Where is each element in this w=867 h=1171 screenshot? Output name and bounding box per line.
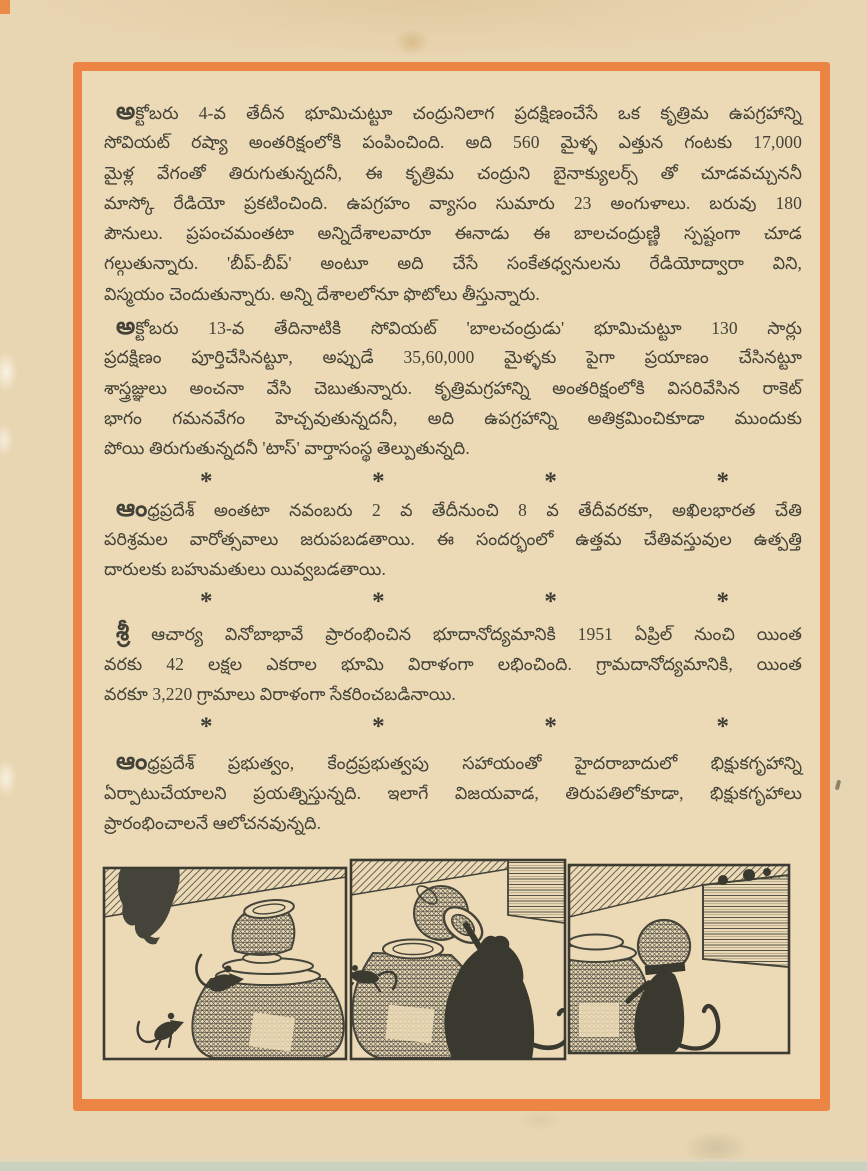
wooden-crate <box>703 868 789 967</box>
comic-panel-1 <box>104 868 346 1058</box>
text-line: వరకూ 3,220 గ్రామాలు విరాళంగా సేకరించబడినాయి. <box>104 684 456 705</box>
comic-strip <box>101 855 792 1066</box>
asterisk: * <box>716 467 729 495</box>
text-line: పరిశ్రమల వారోత్సవాలు జరుపబడతాయి. ఈ సందర్భంలో ఉత్తమ చేతివస్తువుల ఉత్పత్తి <box>104 528 802 549</box>
text-line-content: ఆచార్య వినోబాభావే ప్రారంభించిన భూదానోద్యమానికి 1951 ఏప్రిల్ నుంచి యింత <box>129 624 802 645</box>
text-line <box>104 97 802 127</box>
asterisk: * <box>200 467 213 495</box>
text-line: శాస్త్రజ్ఞులు అంచనా వేసి చెబుతున్నారు. కృత్రిమగ్రహాన్ని అంతరిక్షంలోకి విసరివేసిన రాకెట్ <box>104 377 802 398</box>
comic-illustration <box>101 855 792 1066</box>
paragraph-handicrafts-week <box>104 494 802 585</box>
text-line: మాస్కో రేడియో ప్రకటించింది. ఉపగ్రహం వ్యాసం సుమారు 23 అంగుళాలు. బరువు 180 <box>104 192 802 213</box>
text-line: వరకు 42 లక్షల ఎకరాల భూమి విరాళంగా లభించింది. గ్రామదానోద్యమానికి, యింత <box>104 653 802 674</box>
text-line: ప్రారంభించాలనే ఆలోచనవున్నది. <box>104 812 322 833</box>
asterisk: * <box>544 467 557 495</box>
small-pot <box>233 898 295 963</box>
asterisk: * <box>716 588 729 616</box>
section-separator <box>104 584 802 616</box>
text-line-content: క్టోబరు 13-వ తేదినాటికి సోవియట్ 'బాలచంద్రుడు' భూమిచుట్టూ 130 సార్లు <box>135 318 802 339</box>
asterisk: * <box>544 713 557 741</box>
drop-cap: ఆం <box>116 749 148 776</box>
paper-stain <box>835 780 841 791</box>
drop-cap: అ <box>116 314 136 341</box>
asterisk: * <box>200 588 213 616</box>
text-line: ప్రదక్షిణం పూర్తిచేసినట్టూ, అప్పుడే 35,60,000 మైళ్ళకు పైగా ప్రయాణం చేసినట్టూ <box>104 347 802 368</box>
text-line: విస్మయం చెందుతున్నారు. అన్ని దేశాలలోనూ ఫొటోలు తీస్తున్నారు. <box>104 283 540 304</box>
scan-edge <box>0 1162 867 1171</box>
text-line: పౌనులు. ప్రపంచమంతటా అన్నిదేశాలవారూ ఈనాడు ఈ బాలచంద్రుణ్ణి స్పష్టంగా చూడ <box>104 223 802 244</box>
paragraph-bhoodan-movement <box>104 618 802 709</box>
text-line: దారులకు బహుమతులు యివ్వబడతాయి. <box>104 559 386 580</box>
paragraph-beggar-homes <box>104 747 802 838</box>
asterisk: * <box>544 588 557 616</box>
paragraph-satellite-launch <box>104 97 802 309</box>
section-separator <box>104 709 802 741</box>
large-pot <box>192 958 343 1058</box>
paragraph-satellite-orbits <box>104 312 802 463</box>
text-line: పోయి తిరుగుతున్నదనీ 'టాస్' వార్తాసంస్థ తెల్పుతున్నది. <box>104 438 470 459</box>
article-text <box>104 97 802 838</box>
comic-panel-2 <box>340 860 571 1059</box>
text-line <box>104 494 802 524</box>
big-rat-reaching <box>444 925 571 1059</box>
text-line-content: క్టోబరు 4-వ తేదీన భూమిచుట్టూ చంద్రునిలాగ ప్రదక్షిణంచేసే ఒక కృత్రిమ ఉపగ్రహాన్ని <box>135 103 802 123</box>
text-line: ఏర్పాటుచేయాలని ప్రయత్నిస్తున్నది. ఇలాగే విజయవాడ, తిరుపతిలోకూడా, భిక్షుకగృహాలు <box>104 782 802 803</box>
asterisk: * <box>716 713 729 741</box>
asterisk: * <box>200 713 213 741</box>
drop-cap: శ్రీ <box>116 620 130 647</box>
text-line: భాగం గమనవేగం హెచ్చవుతున్నదనీ, అది ఉపగ్రహాన్ని అతిక్రమించికూడా ముందుకు <box>104 407 802 428</box>
section-separator <box>104 464 802 495</box>
text-line: సోవియట్ రష్యా అంతరిక్షంలోకి పంపించింది. అది 560 మైళ్ళ ఎత్తున గంటకు 17,000 <box>104 132 802 153</box>
mouse-on-floor <box>138 1013 184 1049</box>
drop-cap: ఆం <box>116 495 148 522</box>
asterisk: * <box>372 467 385 495</box>
comic-panel-3 <box>556 865 789 1059</box>
asterisk: * <box>372 713 385 741</box>
drop-cap: అ <box>116 99 136 125</box>
text-line: మైళ్ల వేగంతో తిరుగుతున్నదనీ, ఈ కృత్రిమ చంద్రుని బైనాక్యులర్స్ తో చూడవచ్చుననీ <box>104 162 802 183</box>
wooden-shelf <box>508 860 565 923</box>
text-line <box>104 747 802 777</box>
text-line-content: ధ్రప్రదేశ్ ప్రభుత్వం, కేంద్రప్రభుత్వపు సహాయంతో హైదరాబాదులో భిక్షుకగృహాన్ని <box>147 753 802 774</box>
asterisk: * <box>372 588 385 616</box>
text-line <box>104 618 802 648</box>
text-line-content: ధ్రప్రదేశ్ అంతటా నవంబరు 2 వ తేదీనుంచి 8 వ తేదీవరకూ, అఖిలభారత చేతి <box>147 499 802 520</box>
text-line <box>104 312 802 342</box>
page-edge-fragment <box>0 0 10 14</box>
text-line: గల్గుతున్నారు. 'బీప్-బీప్' అంటూ అది చేసే సంకేతధ్వనులను రేడియోద్వారా విని, <box>104 253 802 274</box>
hanging-rat <box>118 868 180 939</box>
